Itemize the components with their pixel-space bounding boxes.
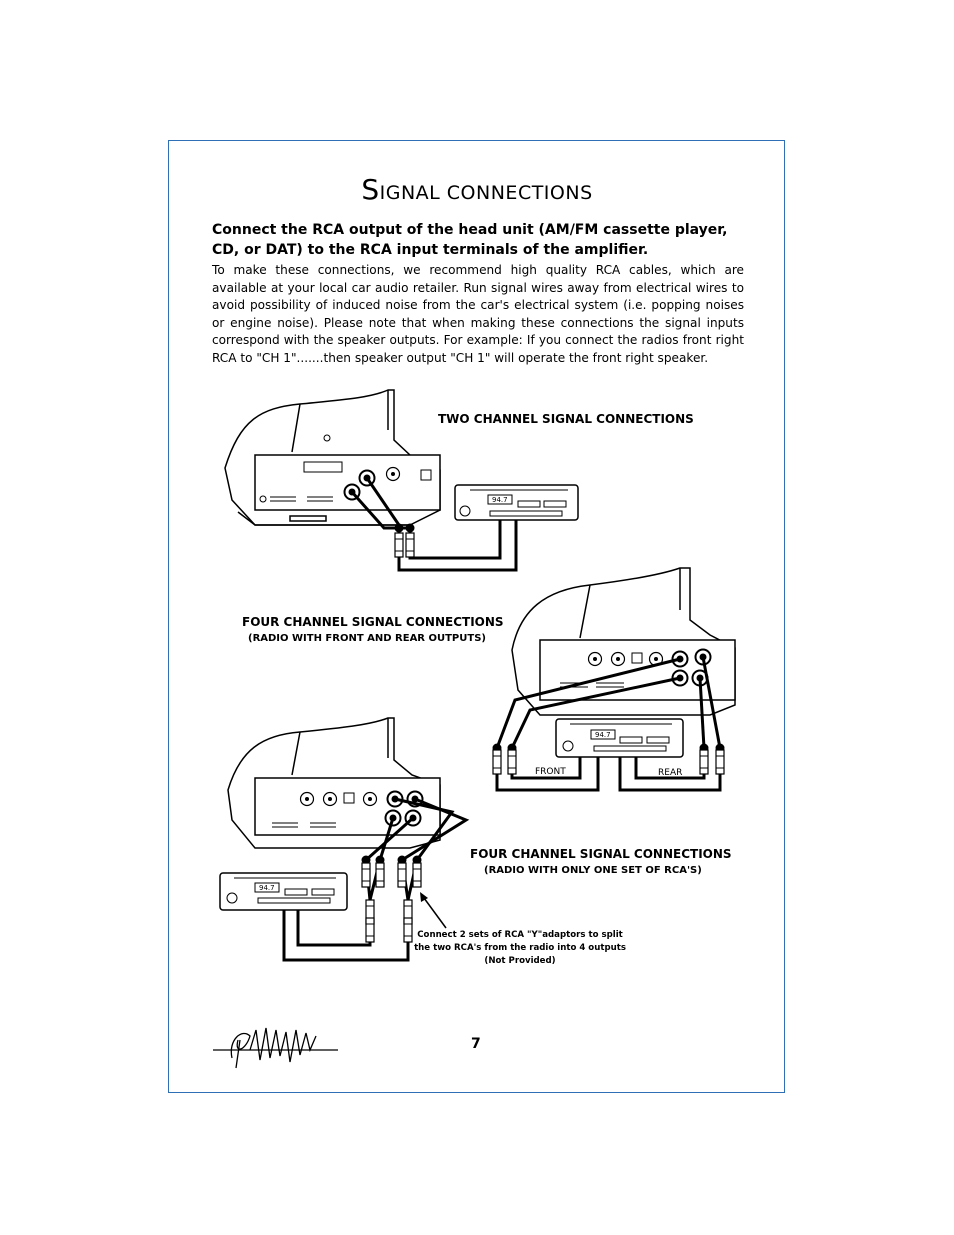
radio-head-unit-1 — [455, 485, 578, 520]
radio-display-1: 94.7 — [492, 496, 508, 504]
y-adaptor-note: Connect 2 sets of RCA "Y"adaptors to split the two RCA's from the radio into 4 outputs (Not Provided) — [414, 930, 626, 966]
front-label: FRONT — [535, 767, 566, 777]
radio-head-unit-2 — [556, 719, 683, 757]
page-number: 7 — [471, 1036, 481, 1052]
radio-display-2: 94.7 — [595, 731, 611, 739]
note-arrow — [420, 892, 446, 928]
four-channel-a-label: FOUR CHANNEL SIGNAL CONNECTIONS — [242, 615, 504, 629]
body-paragraph: To make these connections, we recommend high quality RCA cables, which are available at your local car audio retailer. Run signal wires away from electrical wires to avoid possibility of induced noise from the car's electrical system (i.e. popping noises or engine noise). Please note that when making these connections the signal inputs correspond with the speaker outputs. For example: If you connect the radios front right RCA to "CH 1".......then speaker output "CH 1" will operate the front right speaker. — [212, 263, 744, 365]
four-channel-b-sub: (RADIO WITH ONLY ONE SET OF RCA'S) — [484, 865, 702, 876]
title-initial: S — [361, 173, 380, 206]
radio-head-unit-3 — [220, 873, 347, 910]
title-rest: IGNAL CONNECTIONS — [379, 182, 593, 204]
rear-label: REAR — [658, 768, 683, 778]
radio-display-3: 94.7 — [259, 884, 275, 892]
brand-signature — [213, 1028, 338, 1068]
four-channel-a-sub: (RADIO WITH FRONT AND REAR OUTPUTS) — [248, 633, 486, 644]
amplifier-four-channel-b — [228, 718, 440, 848]
lead-paragraph: Connect the RCA output of the head unit (AM/FM cassette player, CD, or DAT) to the RCA input terminals of the amplifier. — [212, 222, 728, 258]
four-channel-b-label: FOUR CHANNEL SIGNAL CONNECTIONS — [470, 847, 732, 861]
amplifier-two-channel — [225, 390, 440, 525]
two-channel-label: TWO CHANNEL SIGNAL CONNECTIONS — [438, 412, 694, 426]
